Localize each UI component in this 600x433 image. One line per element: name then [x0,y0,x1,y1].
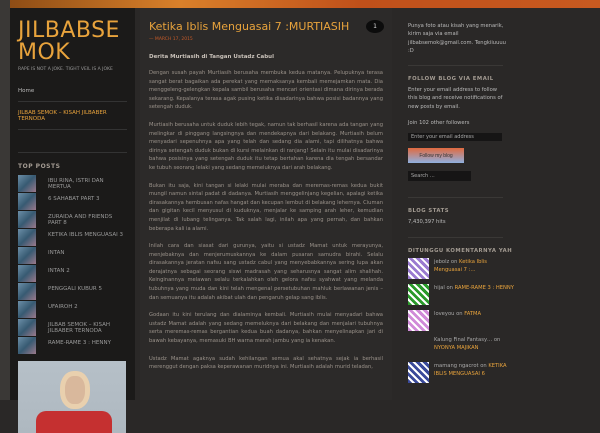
followers-count: Join 102 other followers [408,120,470,127]
top-posts-title: TOP POSTS [18,163,61,170]
divider [408,237,503,238]
recent-comments [408,258,592,383]
post-title[interactable]: Ketika Iblis Menguasai 7 :MURTIASIH [149,20,350,33]
divider [18,152,127,153]
top-post-thumbnail[interactable] [18,301,36,318]
page-edge [0,0,10,400]
stats-title: BLOG STATS [408,208,450,215]
comment-on: on [493,336,501,343]
top-post-thumbnail[interactable] [18,211,36,228]
comments-title: DITUNGGU KOMENTARNYA YAH [408,247,513,254]
stats-value: 7,430,397 hits [408,219,446,226]
top-post-item[interactable] [18,193,127,211]
commenter-avatar[interactable] [408,336,429,357]
top-banner [0,0,600,8]
top-post-thumbnail[interactable] [18,265,36,282]
email-input[interactable]: Enter your email address [408,133,502,141]
commenter-avatar[interactable] [408,310,429,331]
comment-author[interactable]: mamang ngacrot [434,362,479,369]
post-subtitle: Derita Murtiasih di Tangan Ustadz Cabul [149,54,274,60]
top-post-item[interactable] [18,247,127,265]
top-post-item[interactable] [18,319,127,337]
follow-text: Enter your email address to follow this blog and receive notifications of new posts by email. [408,87,503,110]
follow-button[interactable]: Follow my blog [408,148,464,163]
post-date[interactable]: — MARCH 17, 2015 [149,37,193,42]
top-post-thumbnail[interactable] [18,175,36,192]
comment-item [408,284,592,305]
comment-item [408,336,592,357]
comment-post-link[interactable]: KETIKA IBLIS MENGUASAI 6 [434,362,507,377]
top-post-item[interactable] [18,229,127,247]
top-post-item[interactable] [18,211,127,229]
comment-author[interactable]: loveyou [434,310,455,317]
site-tagline: RAPE IS NOT A JOKE. TIGHT VEIL IS A JOKE [18,67,113,72]
top-posts-list [18,175,127,355]
comment-on: on [456,310,463,317]
top-post-link[interactable]: INTAN [48,250,65,256]
main-content [140,8,392,400]
top-post-link[interactable]: RAME-RAME 3 : HENNY [48,340,111,346]
site-title-line1[interactable]: JILBABSE [18,18,120,43]
site-title[interactable] [18,20,127,64]
comment-post-link[interactable]: FATMA [464,310,482,317]
right-sidebar [400,8,600,400]
comment-item [408,258,592,279]
comment-post-link[interactable]: Ketika Iblis Menguasai 7 :… [434,258,488,273]
top-post-item[interactable] [18,337,127,355]
post-body [149,69,383,372]
top-post-link[interactable]: PENGGALI KUBUR 5 [48,286,102,292]
top-post-link[interactable]: ZURAIDA AND FRIENDS PART 8 [48,214,113,226]
top-post-link[interactable]: UFAIROH 2 [48,304,78,310]
post-paragraph: Bukan itu saja, kini tangan si lelaki mulai meraba dan meremas-remas kedua bukit mungil namun sintal padat di dadanya. Murtiasih menggelinjang kegelian, apalagi ketika dirasakannya hembusan nafas hangat dan kecupan lembut di belakang lehernya. Ciuman dan gigitan kecil menyusul di kuduknya, menjalar ke samping arah leher, kemudian menjilat di lubang telinganya. Tak salah lagi, inilah apa yang pernah, dan bahkan beberapa kali ia alami. [149,182,383,232]
sidebar-photo[interactable] [18,361,126,433]
comment-post-link[interactable]: NYONYA MAJIKAN [434,344,479,351]
top-post-item[interactable] [18,301,127,319]
comment-author[interactable]: hijal [434,284,445,291]
commenter-avatar[interactable] [408,258,429,279]
comment-on: on [450,258,458,265]
top-post-link[interactable]: KETIKA IBLIS MENGUASAI 3 [48,232,124,238]
comment-item [408,310,592,331]
comment-item [408,362,592,383]
left-sidebar [10,8,135,400]
top-post-thumbnail[interactable] [18,247,36,264]
top-post-link[interactable]: IBU RINA, ISTRI DAN MERTUA [48,178,104,190]
post-paragraph: Ustadz Mamat agaknya sudah kehilangan semua akal sehatnya sejak ia berhasil merenggut dengan paksa keperawanan muridnya ini. Murtiasih adalah murid teladan, [149,355,383,371]
top-post-link[interactable]: 6 SAHABAT PART 3 [48,196,100,202]
comment-post-link[interactable]: RAME-RAME 3 : HENNY [454,284,514,291]
post-paragraph: Godaan itu kini terulang dan dialaminya kembali. Murtiasih mulai menyadari bahwa ustadz Mamat adalah yang sedang memeluknya dari belakang dan menjalari tubuhnya serta meremas-remas bergantian kedua buah dadanya, bahkan menyelinapkan jari di bawah kebayanya, memasuki BH warna merah jambu yang ia kenakan. [149,312,383,345]
top-post-item[interactable] [18,283,127,301]
comment-author[interactable]: Kalung Final Fantasy… [434,336,493,343]
nav-home[interactable]: Home [18,80,127,102]
intro-text: Punya foto atau kisah yang menarik, kirim saja via email jilbabsemok@gmail.com. Tengkiiuuuu :D [408,23,506,54]
comment-on: on [480,362,487,369]
top-post-link[interactable]: JILBAB SEMOK – KISAH JILBABER TERNODA [48,322,110,334]
commenter-avatar[interactable] [408,284,429,305]
post-paragraph: Dengan susah payah Murtiasih berusaha membuka kedua matanya. Pelupuknya terasa sangat berat bagaikan ada perekat yang memaksanya kembali memejamkan mata. Dia menggeleng-gelengkan kepala sambil berusaha mencari orientasi dimana dirinya berada sekarang. Kepalanya terasa agak pusing ketika disadarinya bahwa posisi badannya yang setengah duduk. [149,70,383,111]
commenter-avatar[interactable] [408,362,429,383]
top-post-item[interactable] [18,265,127,283]
top-post-thumbnail[interactable] [18,337,36,354]
main-nav [18,80,127,130]
post-paragraph: Inilah cara dan siasat dari gurunya, yaitu si ustadz Mamat untuk merayunya, menjebaknya dan menjerumuskannya ke dalam pusaran samudra birahi. Selalu dirasakannya jeratan nafsu sang ustadz cabul yang menyebabkannya sering lupa akan derajatnya sebagai seorang siswi madrasah yang seharusnya sangat alim shalihah. Keinginannya melawan selalu terkalahkan oleh gelora nafsu syahwat yang melanda tubuhnya yang muda dan kini telah mengenal persetubuhan mahluk berlawanan jenis – dan semuanya itu adalah akibat ulah dan pengaruh gelap sang iblis. [149,243,383,301]
comment-author[interactable]: jebolz [434,258,450,265]
top-post-thumbnail[interactable] [18,283,36,300]
nav-jilbab-semok[interactable]: JILBAB SEMOK – KISAH JILBABER TERNODA [18,102,127,130]
divider [408,197,503,198]
top-post-link[interactable]: INTAN 2 [48,268,70,274]
top-post-thumbnail[interactable] [18,193,36,210]
follow-title: FOLLOW BLOG VIA EMAIL [408,76,494,83]
divider [408,65,503,66]
top-post-item[interactable] [18,175,127,193]
post-paragraph: Murtiasih berusaha untuk duduk lebih tegak, namun tak berhasil karena ada tangan yang melingkar di pinggang langsingnya dan mendekapnya dari belakang. Murtiasih belum menyadari sepenuhnya apa yang telah dan sedang dia alami, tapi dilihatnya bahwa dirinya setengah duduk bukan di kursi melainkan di ranjang! Selain itu mulai disadarinya bahwa posisinya yang setengah duduk itu tetap bertahan karena dia tengah bersandar ke tubuh seorang lelaki yang sedang memeluknya dari arah belakang. [149,121,383,171]
top-post-thumbnail[interactable] [18,319,36,336]
search-input[interactable]: Search … [408,171,471,181]
site-title-line2[interactable]: MOK [18,40,71,65]
comment-on: on [446,284,453,291]
top-post-thumbnail[interactable] [18,229,36,246]
comment-count-bubble[interactable]: 1 [366,20,384,33]
